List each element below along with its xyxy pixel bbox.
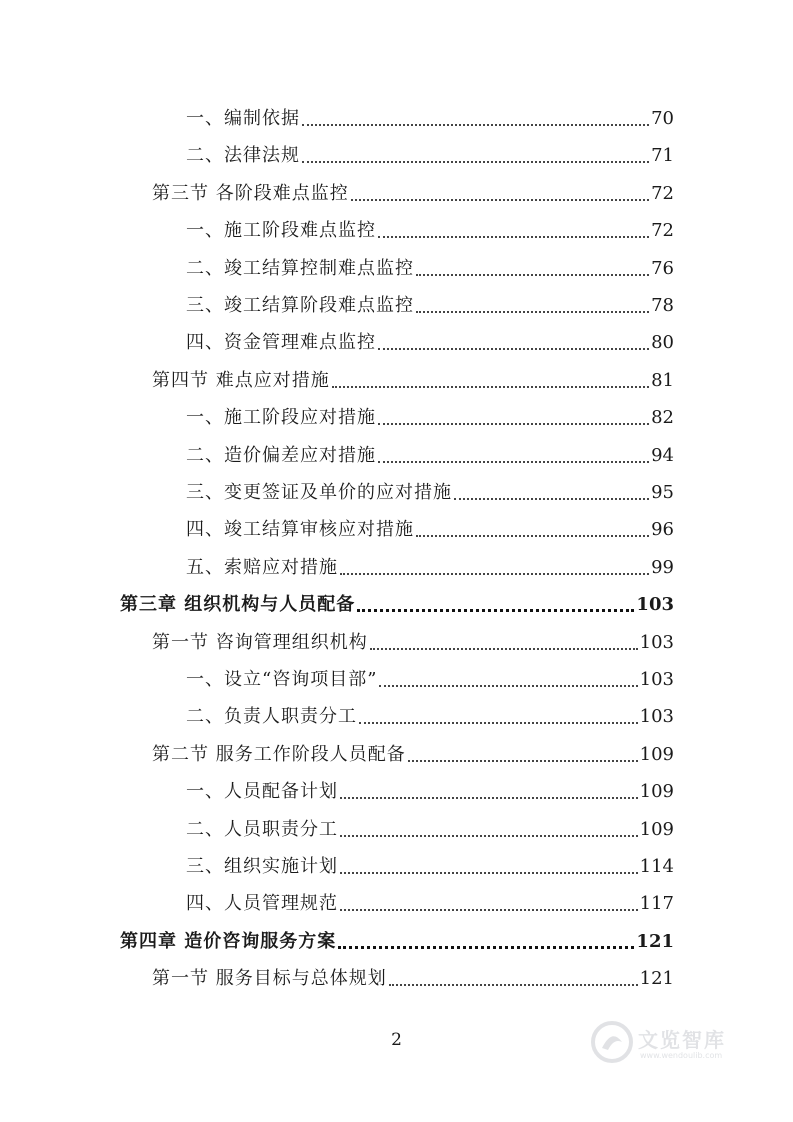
toc-dot-leader [416, 311, 649, 313]
toc-entry-title: 第三节 各阶段难点监控 [152, 182, 349, 204]
toc-entry-page: 96 [651, 519, 674, 541]
toc-entry[interactable] [120, 927, 674, 957]
toc-entry[interactable] [152, 964, 674, 994]
toc-entry-page: 72 [651, 220, 674, 242]
toc-entry-page: 121 [636, 930, 674, 952]
toc-entry-title: 二、造价偏差应对措施 [186, 444, 376, 466]
toc-entry[interactable] [186, 815, 674, 845]
toc-entry-title: 一、施工阶段难点监控 [186, 220, 376, 242]
toc-entry[interactable] [186, 665, 674, 695]
toc-dot-leader [332, 386, 649, 388]
toc-entry-title: 二、人员职责分工 [186, 818, 338, 840]
toc-entry[interactable] [186, 702, 674, 732]
toc-entry-title: 一、人员配备计划 [186, 781, 338, 803]
toc-entry-title: 第一节 咨询管理组织机构 [152, 631, 368, 653]
toc-dot-leader [340, 872, 638, 874]
toc-entry-page: 70 [651, 108, 674, 129]
toc-dot-leader [408, 760, 638, 762]
toc-entry[interactable] [186, 254, 674, 284]
toc-entry-page: 103 [639, 706, 674, 728]
toc-entry-title: 三、竣工结算阶段难点监控 [186, 295, 414, 316]
toc-entry[interactable] [186, 216, 674, 246]
watermark-text: 文览智库 [638, 1028, 726, 1052]
toc-entry-title: 四、人员管理规范 [186, 893, 338, 915]
toc-entry[interactable] [186, 553, 674, 583]
toc-dot-leader [340, 797, 638, 799]
toc-dot-leader [302, 124, 649, 126]
toc-dot-leader [302, 161, 649, 163]
watermark [590, 1020, 726, 1064]
toc-entry[interactable] [152, 740, 674, 770]
toc-entry-title: 第二节 服务工作阶段人员配备 [152, 743, 406, 765]
toc-dot-leader [416, 535, 649, 537]
toc-entry-page: 99 [651, 556, 674, 578]
toc-entry-title: 一、施工阶段应对措施 [186, 407, 376, 429]
toc-dot-leader [378, 461, 649, 463]
toc-entry[interactable] [152, 366, 674, 396]
toc-entry-page: 95 [651, 482, 674, 503]
toc-dot-leader [454, 498, 649, 500]
toc-entry[interactable] [186, 403, 674, 433]
toc-entry[interactable] [186, 104, 674, 134]
toc-entry-page: 114 [639, 856, 674, 877]
toc-entry-page: 80 [651, 332, 674, 354]
toc-entry-title: 第四节 难点应对措施 [152, 369, 330, 391]
watermark-url: www.wendoulib.com [640, 1051, 723, 1060]
page-number: 2 [391, 1030, 402, 1050]
toc-entry-page: 103 [636, 594, 674, 616]
toc-entry[interactable] [186, 291, 674, 321]
toc-entry-title: 第四章 造价咨询服务方案 [120, 930, 337, 952]
toc-dot-leader [389, 984, 638, 986]
toc-dot-leader [370, 648, 638, 650]
toc-entry-page: 121 [639, 968, 674, 990]
toc-entry-page: 76 [651, 257, 674, 279]
toc-dot-leader [378, 236, 649, 238]
toc-dot-leader [357, 609, 634, 612]
toc-entry[interactable] [152, 179, 674, 209]
toc-entry-page: 81 [651, 369, 674, 391]
toc-entry-title: 一、编制依据 [186, 108, 300, 129]
toc-entry-page: 109 [639, 743, 674, 765]
toc-dot-leader [378, 348, 649, 350]
toc-entry[interactable] [120, 590, 674, 620]
toc-entry-title: 二、法律法规 [186, 145, 300, 167]
toc-dot-leader [340, 909, 638, 911]
toc-dot-leader [351, 199, 649, 201]
toc-entry-page: 82 [651, 407, 674, 429]
toc-entry-title: 四、竣工结算审核应对措施 [186, 519, 414, 541]
toc-entry-page: 78 [651, 295, 674, 316]
toc-entry[interactable] [186, 889, 674, 919]
toc-entry[interactable] [186, 777, 674, 807]
toc-entry-page: 72 [651, 182, 674, 204]
toc-entry[interactable] [152, 628, 674, 658]
toc-entry[interactable] [186, 328, 674, 358]
toc-entry[interactable] [186, 852, 674, 882]
toc-entry-title: 四、资金管理难点监控 [186, 332, 376, 354]
toc-entry-page: 109 [639, 781, 674, 803]
toc-entry-page: 103 [639, 669, 674, 690]
toc-dot-leader [359, 722, 638, 724]
toc-entry[interactable] [186, 441, 674, 471]
toc-entry-title: 一、设立“咨询项目部” [186, 669, 378, 690]
toc-entry-page: 117 [639, 893, 674, 915]
toc-dot-leader [340, 573, 649, 575]
wendou-logo-icon [590, 1020, 634, 1064]
toc-entry-page: 71 [651, 145, 674, 167]
toc-entry-page: 109 [639, 818, 674, 840]
toc-entry-page: 94 [651, 444, 674, 466]
toc-dot-leader [379, 685, 637, 687]
toc-entry-title: 第三章 组织机构与人员配备 [120, 594, 356, 616]
toc-entry-title: 第一节 服务目标与总体规划 [152, 968, 387, 990]
toc-entry[interactable] [186, 515, 674, 545]
toc-entry[interactable] [186, 478, 674, 508]
toc-dot-leader [340, 835, 638, 837]
toc-entry-page: 103 [639, 631, 674, 653]
toc-dot-leader [378, 423, 649, 425]
toc-dot-leader [338, 946, 634, 949]
toc-entry-title: 三、变更签证及单价的应对措施 [186, 482, 452, 503]
toc-entry-title: 二、负责人职责分工 [186, 706, 357, 728]
toc-entry[interactable] [186, 141, 674, 171]
toc-entry-title: 五、索赔应对措施 [186, 556, 338, 578]
toc-entry-title: 三、组织实施计划 [186, 856, 338, 877]
toc-entry-title: 二、竣工结算控制难点监控 [186, 257, 414, 279]
toc-dot-leader [416, 274, 649, 276]
